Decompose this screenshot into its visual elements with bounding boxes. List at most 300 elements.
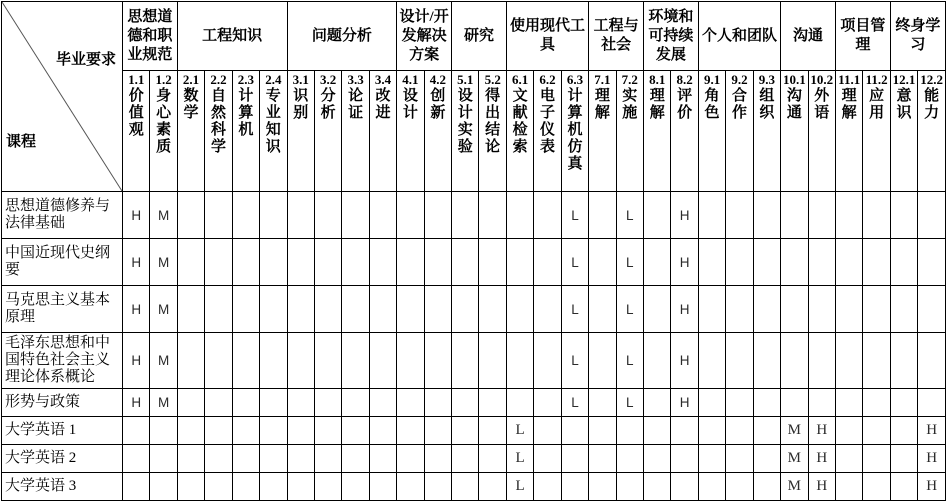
support-level-cell [232,286,259,333]
support-level-cell [314,286,341,333]
support-level-cell [616,473,643,501]
support-level-cell [781,192,808,239]
corner-label-requirements: 毕业要求 [55,52,116,68]
support-level-cell: H [123,286,150,333]
support-level-cell: L [561,239,588,286]
support-level-cell [424,286,451,333]
support-level-cell [753,417,780,445]
support-level-cell [534,239,561,286]
requirement-group-header: 环境和可持续发展 [644,2,699,71]
support-level-cell [342,286,369,333]
requirement-index-header [342,71,369,192]
support-level-cell [561,445,588,473]
support-level-cell [397,445,424,473]
support-level-cell [726,333,753,389]
requirement-index-header [123,71,150,192]
support-level-cell [890,239,917,286]
requirement-index-header [698,71,725,192]
requirement-index-header [424,71,451,192]
requirement-index-number: 11.1 [838,72,861,87]
requirement-index-label: 专业知识 [265,88,281,155]
requirement-index-number: 12.2 [920,72,943,87]
support-level-cell [177,389,204,417]
support-level-cell: H [671,333,698,389]
requirement-index-number: 4.2 [429,72,446,87]
support-level-cell [726,192,753,239]
support-level-cell [479,333,506,389]
support-level-cell [314,239,341,286]
support-level-cell [589,286,616,333]
requirement-index-number: 3.4 [374,72,392,87]
requirement-index-header [314,71,341,192]
requirement-group-header: 个人和团队 [698,2,780,71]
support-level-cell [863,286,890,333]
support-level-cell [644,445,671,473]
requirement-index-number: 1.1 [128,72,145,87]
support-level-cell [534,389,561,417]
requirement-index-header [150,71,177,192]
support-level-cell [342,417,369,445]
requirement-index-label: 外语 [814,88,830,121]
requirement-index-header [260,71,287,192]
support-level-cell [835,473,862,501]
support-level-cell [397,333,424,389]
requirement-group-header: 设计/开发解决方案 [397,2,452,71]
requirement-index-number: 5.2 [484,72,501,87]
support-level-cell [424,389,451,417]
support-level-cell [890,286,917,333]
support-level-cell [781,333,808,389]
support-level-cell [397,286,424,333]
support-level-cell [369,286,396,333]
requirement-group-header: 终身学习 [890,2,945,71]
support-level-cell [918,239,946,286]
support-level-cell [890,473,917,501]
support-level-cell [452,286,479,333]
matrix-body [2,192,946,501]
support-level-cell [534,286,561,333]
support-level-cell [177,417,204,445]
support-level-cell [835,333,862,389]
course-name: 大学英语 2 [2,445,123,473]
requirement-group-header: 问题分析 [287,2,397,71]
support-level-cell: H [918,417,946,445]
support-level-cell [781,239,808,286]
support-level-cell [863,192,890,239]
support-level-cell [698,286,725,333]
support-level-cell [369,473,396,501]
support-level-cell [205,286,232,333]
requirement-index-label: 价值观 [128,88,144,138]
support-level-cell [753,333,780,389]
support-level-cell [260,239,287,286]
support-level-cell [287,333,314,389]
course-name: 毛泽东思想和中国特色社会主义理论体系概论 [2,333,123,389]
requirement-index-label: 分析 [320,88,336,121]
requirement-index-number: 11.2 [865,72,888,87]
requirement-index-label: 身心素质 [156,88,172,155]
support-level-cell [314,445,341,473]
requirement-index-number: 9.3 [758,72,776,87]
support-level-cell [753,286,780,333]
support-level-cell [726,286,753,333]
support-level-cell [397,389,424,417]
support-level-cell [342,239,369,286]
support-level-cell: H [918,473,946,501]
requirement-index-header [589,71,616,192]
requirement-index-header [534,71,561,192]
support-level-cell: H [808,445,835,473]
support-level-cell: H [808,473,835,501]
requirement-index-label: 设计 [402,88,418,121]
support-level-cell [260,286,287,333]
support-level-cell: M [781,417,808,445]
requirement-group-header: 工程与社会 [589,2,644,71]
requirement-index-label: 合作 [731,88,747,121]
support-level-cell [534,445,561,473]
support-level-cell [424,445,451,473]
support-level-cell [205,192,232,239]
requirement-index-header [369,71,396,192]
requirement-group-header: 使用现代工具 [506,2,588,71]
support-level-cell [890,389,917,417]
support-level-cell [177,192,204,239]
support-level-cell: H [123,192,150,239]
support-level-cell [835,286,862,333]
support-level-cell [506,286,533,333]
requirement-group-header: 项目管理 [835,2,890,71]
support-level-cell [918,333,946,389]
support-level-cell [314,192,341,239]
support-level-cell [698,239,725,286]
requirement-index-number: 10.2 [810,72,834,87]
support-level-cell [616,417,643,445]
support-level-cell [369,192,396,239]
requirement-index-number: 3.3 [347,72,364,87]
support-level-cell [397,417,424,445]
support-level-cell [644,192,671,239]
support-level-cell: M [781,445,808,473]
support-level-cell [205,445,232,473]
support-level-cell [342,445,369,473]
corner-label-courses: 课程 [6,134,37,150]
support-level-cell [589,389,616,417]
support-level-cell [753,389,780,417]
support-level-cell [479,192,506,239]
support-level-cell [150,473,177,501]
requirement-group-header: 工程知识 [177,2,287,71]
support-level-cell [123,445,150,473]
requirement-index-number: 2.3 [237,72,255,87]
support-level-cell: L [616,333,643,389]
support-level-cell [698,445,725,473]
requirement-index-header [671,71,698,192]
support-level-cell: L [561,389,588,417]
support-level-cell [534,192,561,239]
support-level-cell: L [616,286,643,333]
requirement-index-header [781,71,808,192]
requirement-index-label: 数学 [183,88,199,121]
support-level-cell [808,192,835,239]
support-level-cell [671,445,698,473]
support-level-cell [369,333,396,389]
curriculum-requirement-matrix [1,1,946,501]
requirement-index-label: 沟通 [786,88,802,121]
support-level-cell [616,445,643,473]
sub-header-row [2,71,946,192]
requirement-index-header [616,71,643,192]
course-name: 大学英语 1 [2,417,123,445]
support-level-cell [726,445,753,473]
support-level-cell [644,389,671,417]
support-level-cell [314,333,341,389]
support-level-cell [534,333,561,389]
support-level-cell [808,333,835,389]
support-level-cell [424,473,451,501]
course-row [2,445,946,473]
support-level-cell [589,239,616,286]
requirement-index-header [287,71,314,192]
support-level-cell [342,473,369,501]
requirement-index-header [918,71,946,192]
requirement-index-number: 3.1 [292,72,309,87]
support-level-cell: L [616,239,643,286]
support-level-cell [424,417,451,445]
support-level-cell [753,192,780,239]
requirement-index-label: 电子仪表 [540,88,556,155]
support-level-cell [698,389,725,417]
support-level-cell [424,333,451,389]
support-level-cell [698,333,725,389]
support-level-cell: H [671,286,698,333]
support-level-cell [424,192,451,239]
requirement-index-label: 应用 [869,88,885,121]
requirement-index-label: 设计实验 [457,88,473,155]
requirement-index-number: 1.2 [155,72,172,87]
support-level-cell [726,417,753,445]
requirement-index-label: 评价 [677,88,693,121]
requirement-index-number: 9.2 [731,72,748,87]
support-level-cell [589,445,616,473]
support-level-cell [287,239,314,286]
requirement-index-header [890,71,917,192]
requirement-index-header [561,71,588,192]
support-level-cell [890,333,917,389]
support-level-cell [561,417,588,445]
requirement-index-header [753,71,780,192]
support-level-cell: M [150,389,177,417]
support-level-cell [424,239,451,286]
requirement-index-number: 10.1 [782,72,806,87]
requirement-index-label: 得出结论 [485,88,501,155]
support-level-cell [205,417,232,445]
support-level-cell [726,239,753,286]
support-level-cell: M [781,473,808,501]
support-level-cell [205,473,232,501]
support-level-cell [890,417,917,445]
support-level-cell [479,445,506,473]
requirement-index-number: 4.1 [402,72,419,87]
requirement-group-header: 沟通 [781,2,836,71]
support-level-cell [835,417,862,445]
support-level-cell: L [616,389,643,417]
support-level-cell: L [616,192,643,239]
course-row [2,389,946,417]
support-level-cell: H [123,389,150,417]
support-level-cell [506,389,533,417]
course-row [2,286,946,333]
support-level-cell [589,192,616,239]
requirement-index-header [506,71,533,192]
support-level-cell [452,239,479,286]
support-level-cell [479,417,506,445]
support-level-cell: H [123,333,150,389]
support-level-cell [123,473,150,501]
requirement-index-number: 5.1 [457,72,474,87]
support-level-cell [726,473,753,501]
requirement-index-label: 计算机 [238,88,254,138]
support-level-cell [452,333,479,389]
support-level-cell [918,389,946,417]
support-level-cell [781,389,808,417]
support-level-cell [177,286,204,333]
requirement-index-label: 实施 [622,88,638,121]
support-level-cell [671,417,698,445]
support-level-cell [397,473,424,501]
requirement-index-header [397,71,424,192]
course-row [2,417,946,445]
support-level-cell: H [918,445,946,473]
support-level-cell [287,389,314,417]
requirement-index-header [863,71,890,192]
course-name: 中国近现代史纲要 [2,239,123,286]
support-level-cell: M [150,286,177,333]
support-level-cell: L [561,286,588,333]
support-level-cell [863,333,890,389]
support-level-cell [287,192,314,239]
group-header-row [2,2,946,71]
support-level-cell [835,239,862,286]
support-level-cell [808,239,835,286]
support-level-cell [260,417,287,445]
course-name: 大学英语 3 [2,473,123,501]
support-level-cell [644,239,671,286]
requirement-index-number: 8.1 [649,72,666,87]
support-level-cell [205,333,232,389]
support-level-cell [753,445,780,473]
support-level-cell [452,473,479,501]
support-level-cell [232,445,259,473]
support-level-cell [232,417,259,445]
support-level-cell [177,239,204,286]
support-level-cell [890,445,917,473]
requirement-index-number: 8.2 [676,72,693,87]
requirement-index-label: 创新 [430,88,446,121]
requirement-index-header [177,71,204,192]
requirement-index-header [479,71,506,192]
requirement-index-number: 6.3 [566,72,584,87]
support-level-cell [260,389,287,417]
support-level-cell [671,473,698,501]
support-level-cell [644,333,671,389]
requirement-group-header: 思想道德和职业规范 [123,2,178,71]
requirement-index-label: 组织 [759,88,775,121]
support-level-cell [835,389,862,417]
support-level-cell [260,333,287,389]
support-level-cell: L [506,445,533,473]
support-level-cell: M [150,192,177,239]
support-level-cell [863,445,890,473]
requirement-index-number: 12.1 [892,72,916,87]
support-level-cell [232,389,259,417]
support-level-cell [232,192,259,239]
support-level-cell [369,445,396,473]
requirement-index-label: 理解 [841,88,857,121]
support-level-cell [506,192,533,239]
support-level-cell [863,239,890,286]
support-level-cell [863,473,890,501]
support-level-cell [479,239,506,286]
support-level-cell [260,473,287,501]
requirement-index-label: 能力 [924,88,940,121]
support-level-cell [369,389,396,417]
support-level-cell [918,192,946,239]
support-level-cell: M [150,333,177,389]
support-level-cell [452,445,479,473]
support-level-cell [287,445,314,473]
support-level-cell: H [123,239,150,286]
support-level-cell [397,239,424,286]
requirement-index-number: 7.1 [594,72,611,87]
support-level-cell [177,445,204,473]
support-level-cell: L [561,333,588,389]
support-level-cell: H [808,417,835,445]
support-level-cell [561,473,588,501]
support-level-cell [150,445,177,473]
course-name: 形势与政策 [2,389,123,417]
diagonal-divider-line [2,2,122,191]
support-level-cell [698,417,725,445]
support-level-cell [342,389,369,417]
requirement-index-label: 理解 [649,88,665,121]
support-level-cell [753,473,780,501]
requirement-index-label: 识别 [293,88,309,121]
support-level-cell: H [671,192,698,239]
support-level-cell: M [150,239,177,286]
support-level-cell [808,389,835,417]
support-level-cell [342,333,369,389]
requirement-index-number: 2.1 [182,72,200,87]
support-level-cell [589,417,616,445]
support-level-cell [123,417,150,445]
support-level-cell [205,389,232,417]
support-level-cell [452,192,479,239]
support-level-cell [232,333,259,389]
requirement-index-header [726,71,753,192]
requirement-index-number: 3.2 [320,72,337,87]
support-level-cell [863,389,890,417]
support-level-cell [369,239,396,286]
support-level-cell [314,389,341,417]
support-level-cell [726,389,753,417]
support-level-cell [589,333,616,389]
course-row [2,473,946,501]
requirement-index-label: 计算机仿真 [567,88,583,172]
requirement-group-header: 研究 [452,2,507,71]
support-level-cell [369,417,396,445]
requirement-index-number: 2.4 [265,72,282,87]
support-level-cell [150,417,177,445]
